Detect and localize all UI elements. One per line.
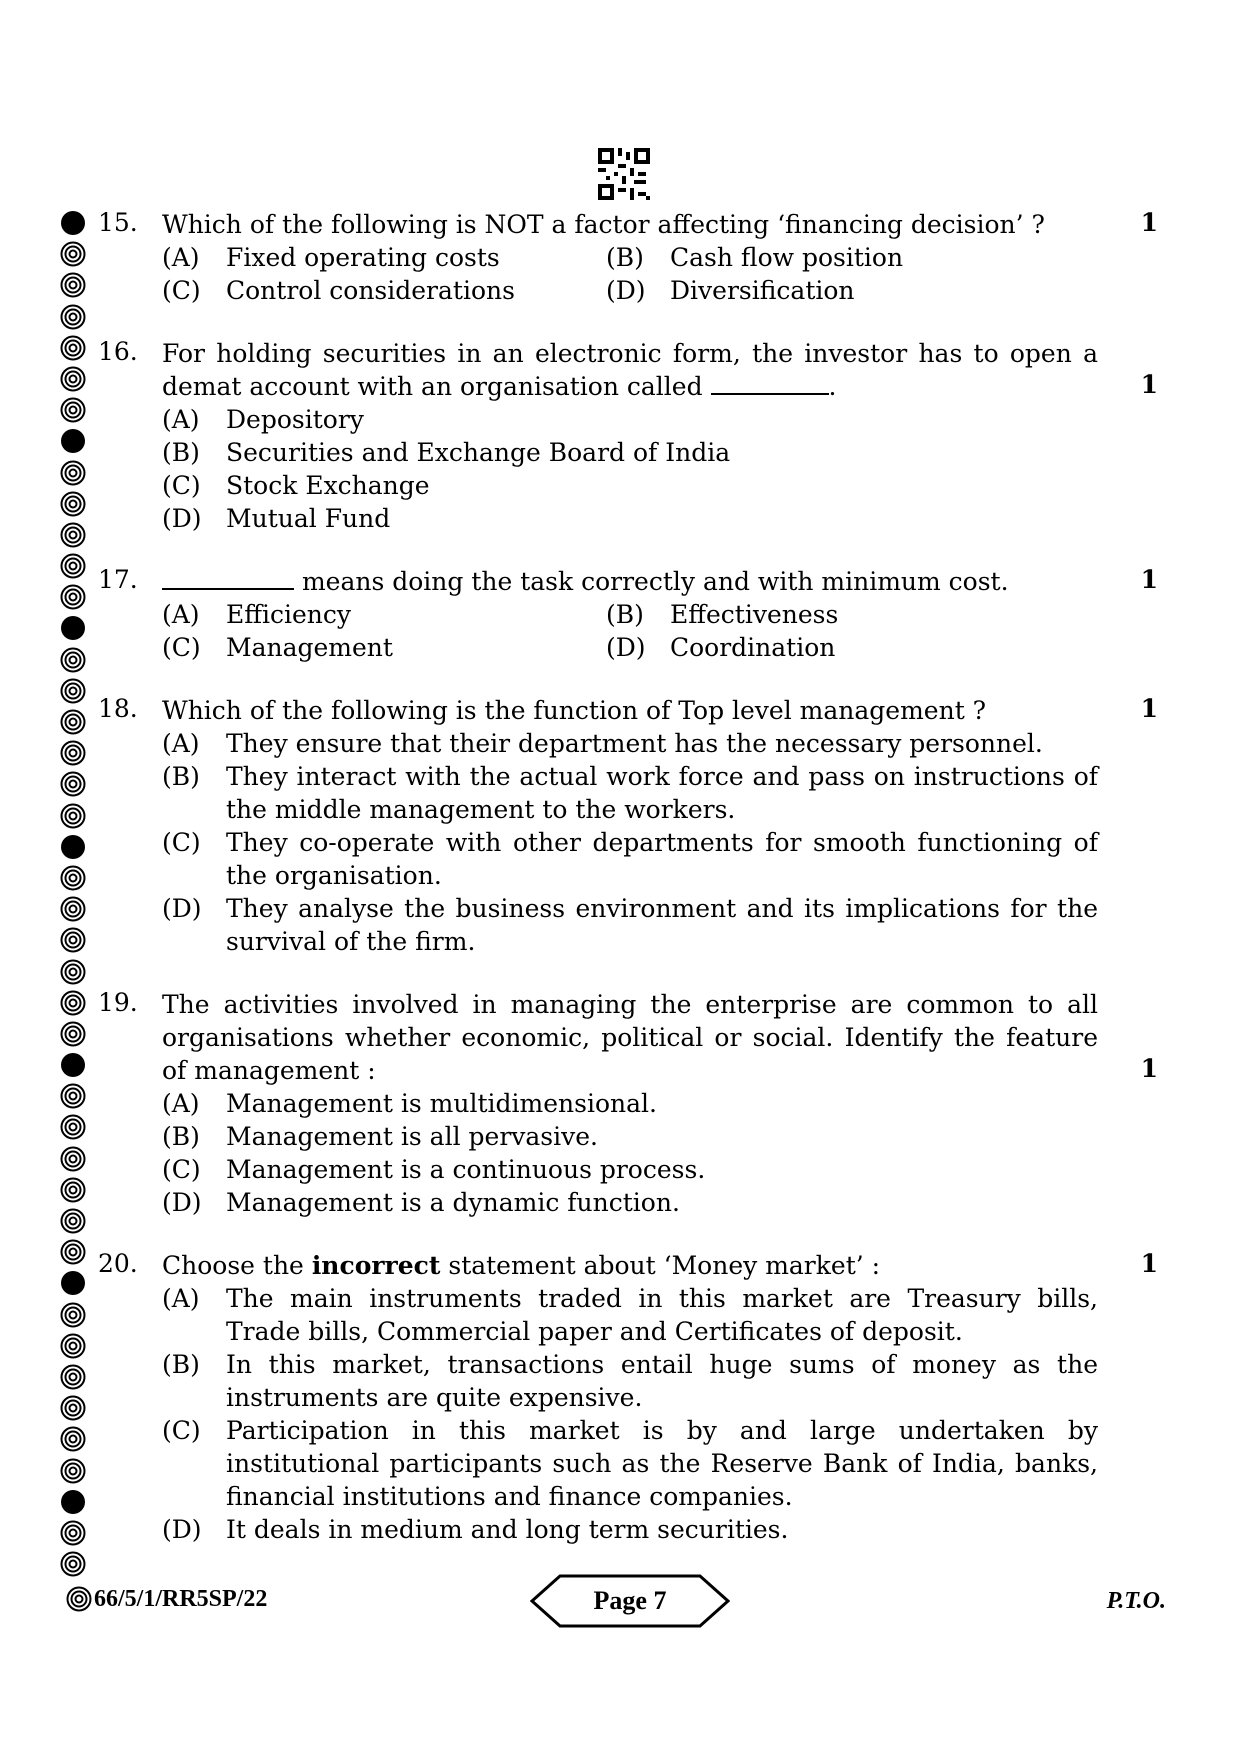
option-a: (A) They ensure that their department has the necessary personnel. (162, 729, 1043, 758)
question-number: 18. (98, 694, 138, 723)
target-circle-mark-icon (60, 740, 86, 766)
question-marks: 1 (1140, 694, 1158, 723)
target-circle-mark-icon (60, 1520, 86, 1546)
question-list (98, 208, 1158, 1546)
option-b: (B) Cash flow position (606, 243, 904, 272)
question-stem: For holding securities in an electronic form, the investor has to open a demat account with an organisation called . (162, 339, 1098, 401)
target-circle-mark-icon (60, 1146, 86, 1172)
target-circle-mark-icon (60, 522, 86, 548)
fill-in-blank (711, 371, 829, 395)
question-stem: Which of the following is the function of Top level management ? (162, 696, 987, 725)
option-d: (D) Coordination (606, 633, 836, 662)
options (162, 727, 1098, 958)
target-circle-icon (66, 1586, 92, 1612)
question-number: 16. (98, 337, 138, 366)
target-circle-mark-icon (60, 1114, 86, 1140)
question-18 (98, 694, 1158, 958)
solid-circle-mark-icon (60, 834, 86, 860)
target-circle-mark-icon (60, 1083, 86, 1109)
question-marks: 1 (1140, 370, 1158, 399)
option-a: (A) Fixed operating costs (162, 243, 500, 272)
option-a: (A) Efficiency (162, 600, 352, 629)
target-circle-mark-icon (60, 1458, 86, 1484)
option-b: (B) Securities and Exchange Board of India (162, 438, 731, 467)
options (162, 241, 1098, 307)
target-circle-mark-icon (60, 1208, 86, 1234)
target-circle-mark-icon (60, 709, 86, 735)
page-number: Page 7 (593, 1586, 667, 1615)
target-circle-mark-icon (60, 896, 86, 922)
question-marks: 1 (1140, 1249, 1158, 1278)
question-16 (98, 337, 1158, 535)
option-d: (D) Diversification (606, 276, 855, 305)
paper-code: 66/5/1/RR5SP/22 (94, 1586, 268, 1612)
target-circle-mark-icon (60, 241, 86, 267)
page-number-box (530, 1574, 730, 1628)
option-d: (D) It deals in medium and long term securities. (162, 1515, 789, 1544)
question-number: 19. (98, 988, 138, 1017)
option-a: (A) The main instruments traded in this market are Treasury bills, Trade bills, Commercial paper and Certificates of deposit. (162, 1284, 1098, 1346)
options (162, 403, 1098, 535)
question-stem: Choose the incorrect statement about ‘Money market’ : (162, 1251, 881, 1280)
target-circle-mark-icon (60, 304, 86, 330)
option-d: (D) Management is a dynamic function. (162, 1188, 680, 1217)
question-marks: 1 (1140, 565, 1158, 594)
target-circle-mark-icon (60, 865, 86, 891)
option-d: (D) They analyse the business environment and its implications for the survival of the firm. (162, 894, 1098, 956)
target-circle-mark-icon (60, 647, 86, 673)
question-stem: The activities involved in managing the enterprise are common to all organisations whether economic, political or social. Identify the feature of management : (162, 990, 1098, 1085)
target-circle-mark-icon (60, 1395, 86, 1421)
question-number: 15. (98, 208, 138, 237)
target-circle-mark-icon (60, 927, 86, 953)
options (162, 1087, 1098, 1219)
option-b: (B) Management is all pervasive. (162, 1122, 598, 1151)
question-stem: means doing the task correctly and with minimum cost. (162, 565, 1098, 598)
question-17 (98, 565, 1158, 664)
solid-circle-mark-icon (60, 428, 86, 454)
target-circle-mark-icon (60, 1177, 86, 1203)
target-circle-mark-icon (60, 678, 86, 704)
target-circle-mark-icon (60, 335, 86, 361)
question-15 (98, 208, 1158, 307)
target-circle-mark-icon (60, 460, 86, 486)
target-circle-mark-icon (60, 397, 86, 423)
target-circle-mark-icon (60, 771, 86, 797)
option-a: (A) Management is multidimensional. (162, 1089, 657, 1118)
solid-circle-mark-icon (60, 1270, 86, 1296)
solid-circle-mark-icon (60, 210, 86, 236)
target-circle-mark-icon (60, 1333, 86, 1359)
target-circle-mark-icon (60, 990, 86, 1016)
page-footer (66, 1574, 1166, 1634)
target-circle-mark-icon (60, 584, 86, 610)
target-circle-mark-icon (60, 1302, 86, 1328)
option-c: (C) Participation in this market is by and large undertaken by institutional participants such as the Reserve Bank of India, banks, financial institutions and finance companies. (162, 1416, 1098, 1511)
qr-code (598, 148, 650, 200)
option-a: (A) Depository (162, 405, 364, 434)
option-b: (B) In this market, transactions entail huge sums of money as the instruments are quite expensive. (162, 1350, 1098, 1412)
target-circle-mark-icon (60, 1426, 86, 1452)
question-marks: 1 (1140, 1054, 1158, 1083)
margin-marks (60, 210, 92, 1582)
target-circle-mark-icon (60, 491, 86, 517)
option-c: (C) Management (162, 633, 393, 662)
target-circle-mark-icon (60, 272, 86, 298)
option-b: (B) They interact with the actual work force and pass on instructions of the middle management to the workers. (162, 762, 1098, 824)
options (162, 598, 1098, 664)
question-stem: Which of the following is NOT a factor affecting ‘financing decision’ ? (162, 210, 1045, 239)
option-c: (C) Control considerations (162, 276, 515, 305)
question-number: 17. (98, 565, 138, 594)
pto-label: P.T.O. (1106, 1588, 1166, 1614)
option-d: (D) Mutual Fund (162, 504, 391, 533)
target-circle-mark-icon (60, 959, 86, 985)
target-circle-mark-icon (60, 1239, 86, 1265)
fill-in-blank (162, 566, 294, 590)
question-number: 20. (98, 1249, 138, 1278)
solid-circle-mark-icon (60, 615, 86, 641)
question-20 (98, 1249, 1158, 1546)
solid-circle-mark-icon (60, 1489, 86, 1515)
target-circle-mark-icon (60, 803, 86, 829)
solid-circle-mark-icon (60, 1052, 86, 1078)
target-circle-mark-icon (60, 553, 86, 579)
target-circle-mark-icon (60, 366, 86, 392)
option-c: (C) They co-operate with other departments for smooth functioning of the organisation. (162, 828, 1098, 890)
question-19 (98, 988, 1158, 1219)
option-c: (C) Management is a continuous process. (162, 1155, 706, 1184)
option-c: (C) Stock Exchange (162, 471, 430, 500)
target-circle-mark-icon (60, 1364, 86, 1390)
options (162, 1282, 1098, 1546)
question-marks: 1 (1140, 208, 1158, 237)
target-circle-mark-icon (60, 1021, 86, 1047)
option-b: (B) Effectiveness (606, 600, 839, 629)
